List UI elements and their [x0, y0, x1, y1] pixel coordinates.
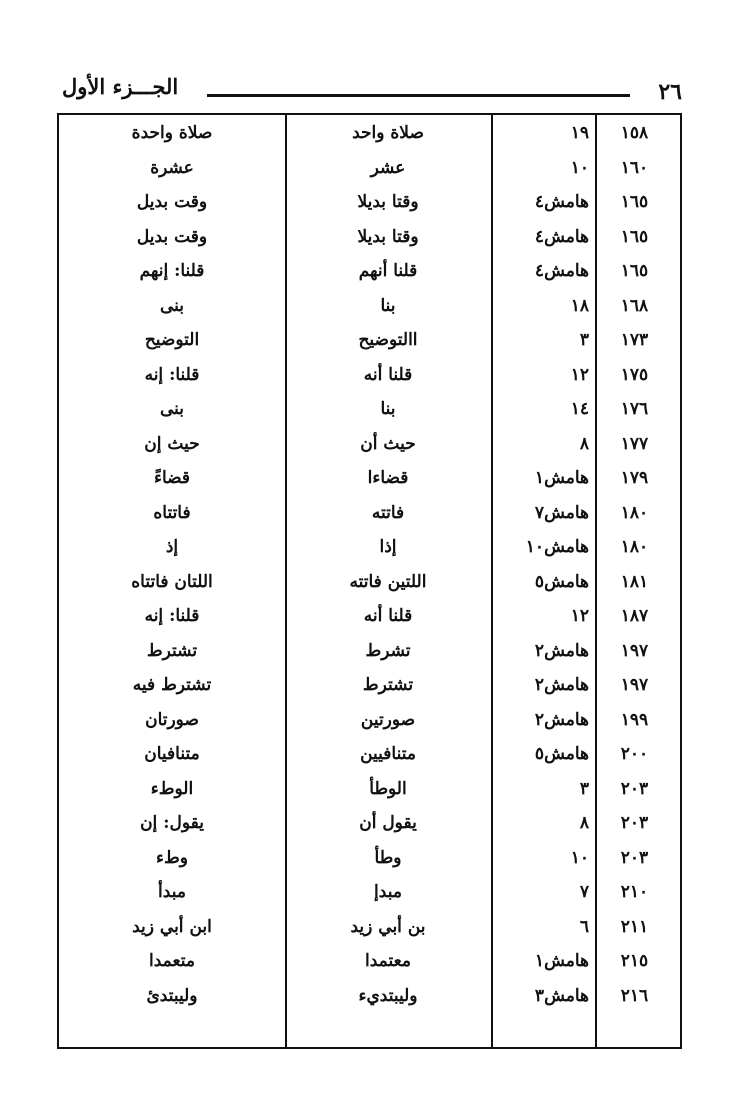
correction-cell: وليبتدئ	[146, 985, 198, 1006]
line-number-cell: ١٨	[570, 295, 589, 316]
page-number-cell: ١٧٧	[620, 433, 649, 454]
error-cell: عشر	[370, 157, 406, 178]
page-number-cell: ١٧٣	[620, 330, 649, 350]
table-row	[57, 912, 682, 947]
error-cell: قلنا أنه	[363, 606, 413, 626]
line-number-cell: هامش٤	[534, 261, 589, 281]
table-row	[57, 808, 682, 843]
correction-cell: قضاءً	[153, 468, 191, 488]
line-number-cell: ١٠	[570, 157, 589, 178]
page-number-cell: ١٦٠	[620, 157, 649, 178]
correction-cell: متعمدا	[149, 951, 195, 971]
page-number-cell: ١٨١	[620, 571, 649, 592]
correction-cell: تشترط فيه	[132, 675, 212, 695]
correction-cell: ابن أبي زيد	[132, 916, 212, 937]
line-number-cell: ١٢	[570, 606, 589, 626]
error-cell: معتمدا	[365, 951, 411, 971]
page-number-cell: ٢٠٣	[620, 813, 649, 833]
line-number-cell: هامش٤	[534, 226, 589, 247]
table-row	[57, 877, 682, 912]
error-cell: االتوضيح	[358, 330, 418, 350]
error-cell: بن أبي زيد	[350, 916, 426, 937]
error-cell: قلنا أنهم	[358, 261, 418, 281]
table-row	[57, 187, 682, 222]
running-title: الجـــزء الأول	[62, 74, 179, 99]
table-row	[57, 567, 682, 602]
error-cell: وقتا بديلا	[357, 192, 419, 212]
error-cell: وطأ	[374, 847, 402, 868]
correction-cell: إذ	[165, 537, 179, 557]
page-number-cell: ١٨٧	[620, 606, 649, 626]
page-number-cell: ٢١١	[620, 916, 649, 937]
page-number-cell: ١٥٨	[620, 123, 649, 143]
table-row	[57, 601, 682, 636]
page-number-cell: ١٧٥	[620, 364, 649, 385]
table-row	[57, 946, 682, 981]
correction-cell: يقول: إن	[140, 813, 204, 833]
table-row	[57, 291, 682, 326]
page-number-cell: ١٦٥	[620, 261, 649, 281]
correction-cell: وقت بديل	[136, 226, 208, 247]
page-number-cell: ١٧٦	[620, 399, 649, 419]
line-number-cell: هامش٢	[534, 675, 589, 695]
correction-cell: مبدأ	[158, 882, 186, 902]
correction-cell: بنى	[159, 295, 185, 316]
page-number-cell: ١٩٩	[620, 709, 649, 730]
correction-cell: قلنا: إنه	[144, 606, 200, 626]
line-number-cell: هامش١	[534, 951, 589, 971]
error-cell: صلاة واحد	[352, 123, 424, 143]
table-row	[57, 429, 682, 464]
page-number-cell: ٢٠٣	[620, 847, 649, 868]
line-number-cell: هامش١٠	[525, 537, 589, 557]
correction-cell: اللتان فاتتاه	[131, 571, 213, 592]
line-number-cell: هامش٧	[534, 502, 589, 523]
line-number-cell: ٦	[579, 916, 589, 937]
table-row	[57, 670, 682, 705]
line-number-cell: ١٤	[570, 399, 589, 419]
error-cell: متنافيين	[360, 744, 416, 764]
correction-cell: بنى	[159, 399, 185, 419]
correction-cell: عشرة	[150, 157, 194, 178]
table-row	[57, 118, 682, 153]
table-row	[57, 739, 682, 774]
line-number-cell: ٣	[579, 330, 589, 350]
page-number-cell: ١٦٨	[620, 295, 649, 316]
correction-cell: وطء	[156, 847, 188, 868]
error-cell: بنا	[380, 399, 396, 419]
correction-cell: الوطء	[150, 778, 194, 799]
error-cell: الوطأ	[369, 778, 407, 799]
page-number-cell: ١٨٠	[620, 537, 649, 557]
line-number-cell: ٨	[579, 433, 589, 454]
error-cell: قضاءا	[367, 468, 409, 488]
page-number-cell: ١٨٠	[620, 502, 649, 523]
error-cell: إذا	[379, 537, 397, 557]
line-number-cell: ١٩	[570, 123, 589, 143]
page-number-cell: ١٩٧	[620, 640, 649, 661]
table-row	[57, 256, 682, 291]
error-cell: قلنا أنه	[363, 364, 413, 385]
error-cell: وليبتديء	[358, 985, 418, 1006]
errata-table	[57, 118, 682, 1015]
table-row	[57, 705, 682, 740]
line-number-cell: هامش٤	[534, 192, 589, 212]
error-cell: يقول أن	[359, 813, 417, 833]
page-number-cell: ٢١٥	[620, 951, 649, 971]
line-number-cell: هامش١	[534, 468, 589, 488]
table-row	[57, 774, 682, 809]
correction-cell: متنافيان	[144, 744, 200, 764]
correction-cell: قلنا: إنه	[144, 364, 200, 385]
line-number-cell: هامش٥	[534, 744, 589, 764]
error-cell: صورتين	[360, 709, 416, 730]
page-number-cell: ٢١٦	[620, 985, 649, 1006]
header-rule	[207, 94, 630, 97]
error-cell: فاتته	[371, 502, 405, 523]
correction-cell: تشترط	[146, 640, 198, 661]
page-number-cell: ٢١٠	[620, 882, 649, 902]
error-cell: بنا	[380, 295, 396, 316]
table-row	[57, 153, 682, 188]
table-row	[57, 222, 682, 257]
line-number-cell: ٧	[579, 882, 589, 902]
page-number: ٢٦	[658, 79, 682, 105]
page-number-cell: ٢٠٠	[620, 744, 649, 764]
table-row	[57, 636, 682, 671]
error-cell: اللتين فاتته	[349, 571, 427, 592]
page-number-cell: ٢٠٣	[620, 778, 649, 799]
table-row	[57, 360, 682, 395]
correction-cell: قلنا: إنهم	[139, 261, 205, 281]
table-row	[57, 498, 682, 533]
page-number-cell: ١٩٧	[620, 675, 649, 695]
correction-cell: صورتان	[145, 709, 199, 730]
error-cell: وقتا بديلا	[357, 226, 419, 247]
error-cell: حيث أن	[360, 433, 416, 454]
error-cell: تشترط	[362, 675, 414, 695]
line-number-cell: ٣	[579, 778, 589, 799]
correction-cell: حيث إن	[144, 433, 200, 454]
error-cell: مبدإ	[374, 882, 402, 902]
page-number-cell: ١٦٥	[620, 226, 649, 247]
line-number-cell: ٨	[579, 813, 589, 833]
table-row	[57, 843, 682, 878]
correction-cell: فاتتاه	[153, 502, 191, 523]
correction-cell: وقت بديل	[136, 192, 208, 212]
line-number-cell: هامش٢	[534, 640, 589, 661]
correction-cell: صلاة واحدة	[131, 123, 213, 143]
error-cell: تشرط	[365, 640, 411, 661]
line-number-cell: ١٢	[570, 364, 589, 385]
correction-cell: التوضيح	[144, 330, 200, 350]
table-row	[57, 981, 682, 1016]
table-row	[57, 394, 682, 429]
table-row	[57, 325, 682, 360]
page-number-cell: ١٧٩	[620, 468, 649, 488]
table-row	[57, 532, 682, 567]
line-number-cell: هامش٥	[534, 571, 589, 592]
line-number-cell: هامش٢	[534, 709, 589, 730]
line-number-cell: هامش٣	[534, 985, 589, 1006]
line-number-cell: ١٠	[570, 847, 589, 868]
page-number-cell: ١٦٥	[620, 192, 649, 212]
table-row	[57, 463, 682, 498]
